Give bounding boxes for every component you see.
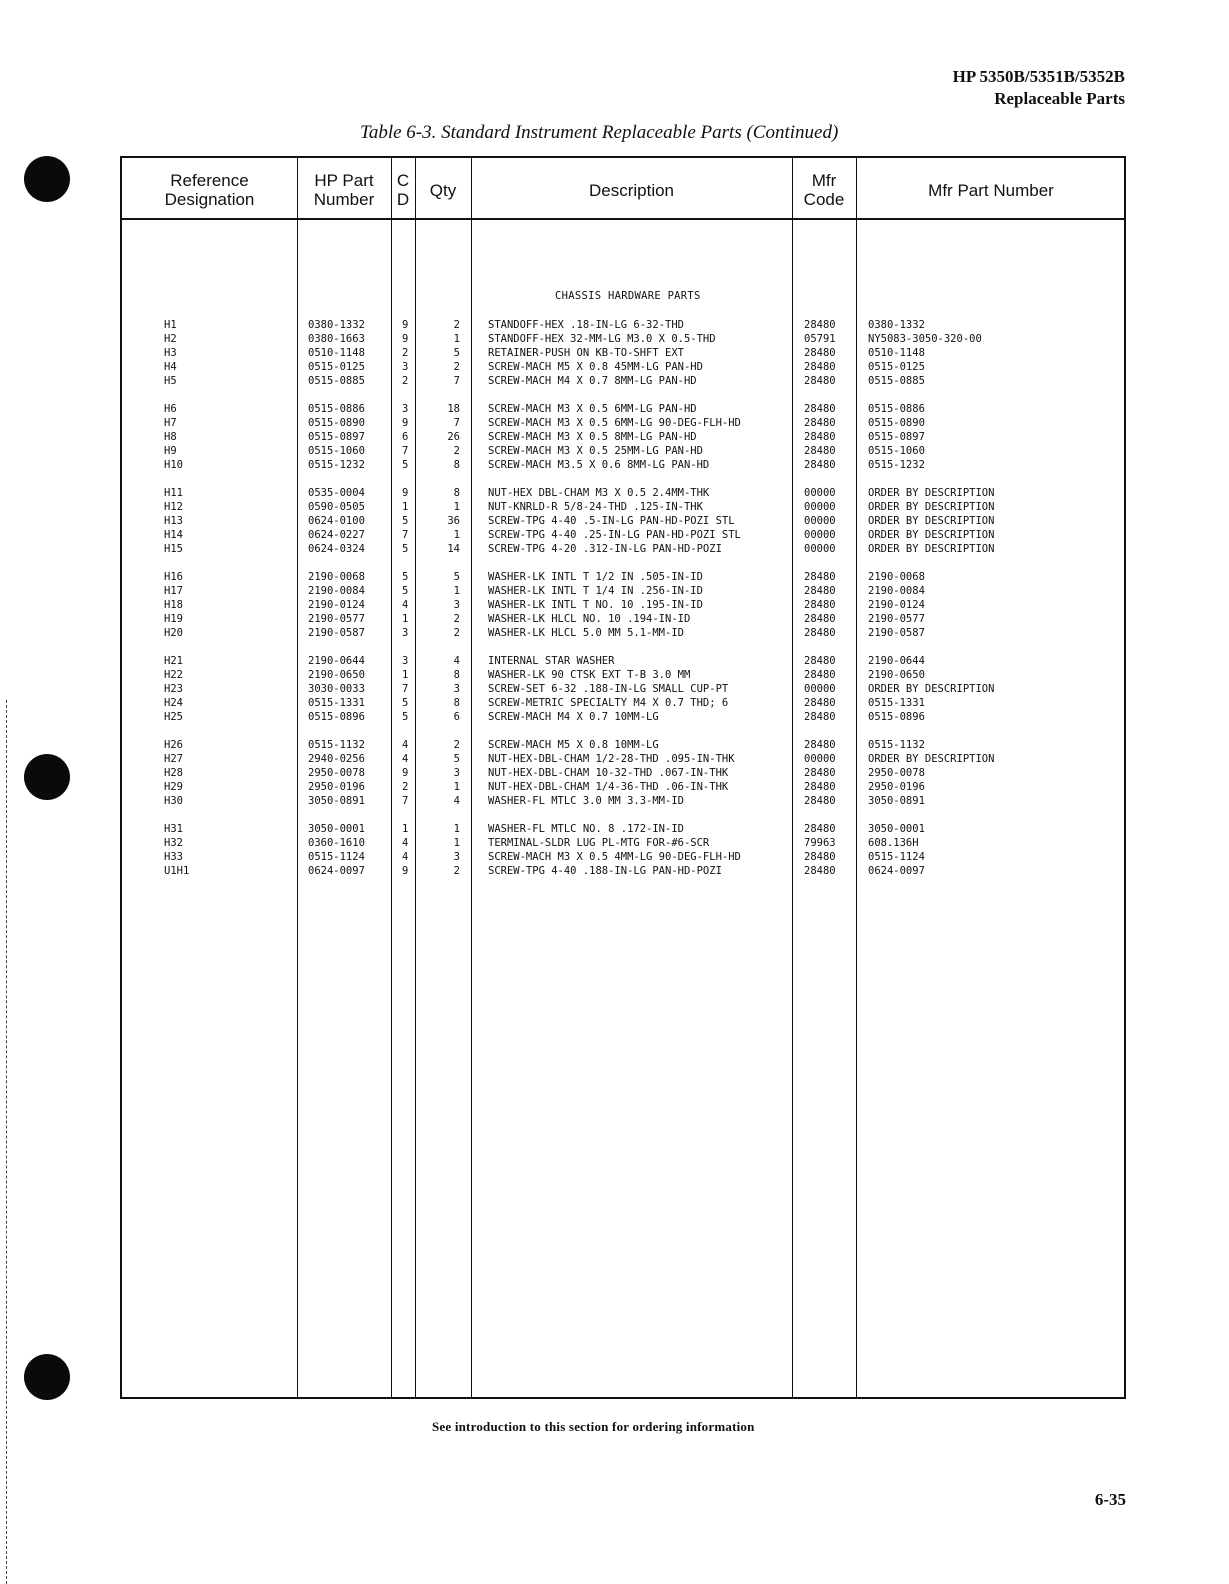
- cell-mfr-code: 00000: [804, 529, 836, 541]
- cell-cd: 4: [402, 851, 409, 863]
- cell-qty: 4: [453, 655, 460, 667]
- cell-reference: H30: [164, 795, 183, 807]
- cell-reference: H15: [164, 543, 183, 555]
- cell-mfr-code: 00000: [804, 487, 836, 499]
- cell-mfr-code: 28480: [804, 585, 836, 597]
- cell-qty: 2: [453, 865, 460, 877]
- running-header: [953, 66, 1125, 110]
- cell-cd: 9: [402, 319, 409, 331]
- table-row: [122, 332, 1124, 346]
- cell-qty: 5: [453, 571, 460, 583]
- cell-description: SCREW-TPG 4-40 .188-IN-LG PAN-HD-POZI: [488, 865, 722, 877]
- cell-description: NUT-HEX-DBL-CHAM 1/2-28-THD .095-IN-THK: [488, 753, 735, 765]
- cell-cd: 2: [402, 781, 409, 793]
- cell-description: SCREW-MACH M5 X 0.8 45MM-LG PAN-HD: [488, 361, 703, 373]
- cell-mfr-code: 00000: [804, 543, 836, 555]
- cell-reference: H32: [164, 837, 183, 849]
- cell-hp-part-number: 2950-0196: [308, 781, 365, 793]
- cell-description: STANDOFF-HEX 32-MM-LG M3.0 X 0.5-THD: [488, 333, 716, 345]
- cell-description: WASHER-LK INTL T 1/4 IN .256-IN-ID: [488, 585, 703, 597]
- cell-cd: 7: [402, 529, 409, 541]
- cell-qty: 5: [453, 753, 460, 765]
- cell-mfr-part-number: 0624-0097: [868, 865, 925, 877]
- cell-description: SCREW-MACH M3 X 0.5 25MM-LG PAN-HD: [488, 445, 703, 457]
- cell-reference: H8: [164, 431, 177, 443]
- cell-reference: H25: [164, 711, 183, 723]
- cell-hp-part-number: 0515-1124: [308, 851, 365, 863]
- cell-cd: 5: [402, 543, 409, 555]
- cell-description: SCREW-MACH M4 X 0.7 10MM-LG: [488, 711, 659, 723]
- col-header-cd: C D: [396, 171, 410, 209]
- cell-description: SCREW-METRIC SPECIALTY M4 X 0.7 THD; 6: [488, 697, 729, 709]
- cell-reference: H4: [164, 361, 177, 373]
- cell-mfr-code: 28480: [804, 669, 836, 681]
- table-row: [122, 766, 1124, 780]
- cell-description: SCREW-TPG 4-20 .312-IN-LG PAN-HD-POZI: [488, 543, 722, 555]
- cell-mfr-code: 00000: [804, 501, 836, 513]
- cell-hp-part-number: 2190-0084: [308, 585, 365, 597]
- cell-cd: 9: [402, 333, 409, 345]
- cell-hp-part-number: 0624-0324: [308, 543, 365, 555]
- cell-hp-part-number: 0360-1610: [308, 837, 365, 849]
- cell-cd: 3: [402, 361, 409, 373]
- cell-reference: H23: [164, 683, 183, 695]
- cell-mfr-part-number: ORDER BY DESCRIPTION: [868, 529, 995, 541]
- cell-mfr-part-number: NY5083-3050-320-00: [868, 333, 982, 345]
- cell-hp-part-number: 0515-0886: [308, 403, 365, 415]
- cell-mfr-code: 28480: [804, 347, 836, 359]
- cell-hp-part-number: 0515-0125: [308, 361, 365, 373]
- cell-cd: 5: [402, 459, 409, 471]
- cell-mfr-part-number: 2950-0196: [868, 781, 925, 793]
- cell-cd: 7: [402, 795, 409, 807]
- cell-cd: 9: [402, 417, 409, 429]
- cell-description: SCREW-MACH M3 X 0.5 6MM-LG PAN-HD: [488, 403, 697, 415]
- cell-qty: 1: [453, 823, 460, 835]
- table-row: [122, 654, 1124, 668]
- cell-mfr-code: 28480: [804, 697, 836, 709]
- cell-hp-part-number: 2190-0577: [308, 613, 365, 625]
- table-row: [122, 696, 1124, 710]
- header-model: HP 5350B/5351B/5352B: [952, 67, 1125, 86]
- cell-mfr-part-number: 0515-0896: [868, 711, 925, 723]
- cell-mfr-code: 05791: [804, 333, 836, 345]
- cell-description: INTERNAL STAR WASHER: [488, 655, 615, 667]
- cell-mfr-part-number: 0515-0890: [868, 417, 925, 429]
- cell-qty: 7: [453, 375, 460, 387]
- cell-mfr-part-number: ORDER BY DESCRIPTION: [868, 753, 995, 765]
- header-rule: [122, 218, 1124, 220]
- cell-description: NUT-HEX-DBL-CHAM 10-32-THD .067-IN-THK: [488, 767, 729, 779]
- table-row: [122, 374, 1124, 388]
- table-row: [122, 682, 1124, 696]
- cell-qty: 36: [447, 515, 460, 527]
- cell-mfr-part-number: 0515-0897: [868, 431, 925, 443]
- punch-hole-top: [24, 156, 70, 202]
- cell-description: WASHER-LK 90 CTSK EXT T-B 3.0 MM: [488, 669, 691, 681]
- footer-note: See introduction to this section for ordering information: [432, 1419, 755, 1434]
- cell-hp-part-number: 0515-0897: [308, 431, 365, 443]
- cell-qty: 2: [453, 319, 460, 331]
- table-row: [122, 500, 1124, 514]
- col-header-qty: Qty: [429, 180, 457, 200]
- cell-mfr-code: 28480: [804, 375, 836, 387]
- cell-mfr-part-number: 0515-1132: [868, 739, 925, 751]
- cell-reference: H31: [164, 823, 183, 835]
- cell-qty: 5: [453, 347, 460, 359]
- cell-qty: 2: [453, 361, 460, 373]
- cell-hp-part-number: 0515-1132: [308, 739, 365, 751]
- cell-cd: 3: [402, 655, 409, 667]
- cell-cd: 4: [402, 753, 409, 765]
- cell-mfr-code: 28480: [804, 627, 836, 639]
- cell-reference: H20: [164, 627, 183, 639]
- cell-hp-part-number: 0535-0004: [308, 487, 365, 499]
- table-row: [122, 668, 1124, 682]
- cell-mfr-code: 28480: [804, 613, 836, 625]
- table-row: [122, 416, 1124, 430]
- cell-cd: 9: [402, 487, 409, 499]
- cell-mfr-part-number: 2190-0650: [868, 669, 925, 681]
- cell-description: SCREW-TPG 4-40 .5-IN-LG PAN-HD-POZI STL: [488, 515, 735, 527]
- cell-cd: 5: [402, 571, 409, 583]
- table-row: [122, 598, 1124, 612]
- cell-mfr-code: 00000: [804, 515, 836, 527]
- table-row: [122, 360, 1124, 374]
- table-row: [122, 346, 1124, 360]
- table-row: [122, 752, 1124, 766]
- cell-mfr-code: 28480: [804, 655, 836, 667]
- cell-cd: 1: [402, 501, 409, 513]
- cell-mfr-part-number: 2190-0577: [868, 613, 925, 625]
- cell-reference: H26: [164, 739, 183, 751]
- punch-hole-bottom: [24, 1354, 70, 1400]
- cell-qty: 1: [453, 333, 460, 345]
- cell-mfr-part-number: ORDER BY DESCRIPTION: [868, 501, 995, 513]
- section-title: CHASSIS HARDWARE PARTS: [555, 290, 701, 302]
- cell-reference: H28: [164, 767, 183, 779]
- cell-description: WASHER-LK HLCL NO. 10 .194-IN-ID: [488, 613, 691, 625]
- cell-qty: 26: [447, 431, 460, 443]
- cell-hp-part-number: 0624-0100: [308, 515, 365, 527]
- cell-mfr-code: 00000: [804, 683, 836, 695]
- cell-hp-part-number: 2950-0078: [308, 767, 365, 779]
- cell-qty: 18: [447, 403, 460, 415]
- cell-qty: 2: [453, 445, 460, 457]
- cell-reference: H9: [164, 445, 177, 457]
- cell-hp-part-number: 2190-0587: [308, 627, 365, 639]
- cell-cd: 2: [402, 375, 409, 387]
- cell-mfr-code: 79963: [804, 837, 836, 849]
- cell-cd: 7: [402, 445, 409, 457]
- cell-mfr-code: 28480: [804, 571, 836, 583]
- cell-reference: H2: [164, 333, 177, 345]
- cell-reference: H11: [164, 487, 183, 499]
- cell-hp-part-number: 0590-0505: [308, 501, 365, 513]
- cell-reference: H33: [164, 851, 183, 863]
- table-row: [122, 570, 1124, 584]
- table-row: [122, 780, 1124, 794]
- cell-reference: H7: [164, 417, 177, 429]
- punch-hole-middle: [24, 754, 70, 800]
- cell-qty: 4: [453, 795, 460, 807]
- col-header-mfr-part-number: Mfr Part Number: [928, 180, 1054, 200]
- cell-reference: H5: [164, 375, 177, 387]
- cell-qty: 7: [453, 417, 460, 429]
- cell-description: NUT-HEX-DBL-CHAM 1/4-36-THD .06-IN-THK: [488, 781, 729, 793]
- cell-reference: H21: [164, 655, 183, 667]
- cell-qty: 2: [453, 613, 460, 625]
- table-row: [122, 528, 1124, 542]
- cell-hp-part-number: 2190-0068: [308, 571, 365, 583]
- cell-mfr-part-number: ORDER BY DESCRIPTION: [868, 543, 995, 555]
- cell-description: WASHER-LK HLCL 5.0 MM 5.1-MM-ID: [488, 627, 684, 639]
- cell-qty: 6: [453, 711, 460, 723]
- table-row: [122, 612, 1124, 626]
- table-row: [122, 626, 1124, 640]
- cell-reference: H6: [164, 403, 177, 415]
- cell-hp-part-number: 0515-1331: [308, 697, 365, 709]
- cell-hp-part-number: 0515-0885: [308, 375, 365, 387]
- cell-hp-part-number: 0624-0097: [308, 865, 365, 877]
- cell-reference: H29: [164, 781, 183, 793]
- table-row: [122, 864, 1124, 878]
- cell-description: WASHER-FL MTLC 3.0 MM 3.3-MM-ID: [488, 795, 684, 807]
- cell-reference: H12: [164, 501, 183, 513]
- cell-mfr-code: 28480: [804, 767, 836, 779]
- cell-description: SCREW-MACH M3 X 0.5 4MM-LG 90-DEG-FLH-HD: [488, 851, 741, 863]
- cell-qty: 8: [453, 459, 460, 471]
- cell-description: RETAINER-PUSH ON KB-TO-SHFT EXT: [488, 347, 684, 359]
- col-header-mfr-code: Mfr Code: [803, 171, 845, 209]
- cell-mfr-code: 28480: [804, 711, 836, 723]
- cell-description: TERMINAL-SLDR LUG PL-MTG FOR-#6-SCR: [488, 837, 710, 849]
- cell-mfr-part-number: 2190-0644: [868, 655, 925, 667]
- cell-mfr-code: 28480: [804, 865, 836, 877]
- cell-mfr-code: 28480: [804, 459, 836, 471]
- cell-reference: H22: [164, 669, 183, 681]
- cell-mfr-code: 28480: [804, 851, 836, 863]
- cell-description: STANDOFF-HEX .18-IN-LG 6-32-THD: [488, 319, 684, 331]
- cell-qty: 2: [453, 739, 460, 751]
- cell-description: NUT-KNRLD-R 5/8-24-THD .125-IN-THK: [488, 501, 703, 513]
- cell-hp-part-number: 2190-0650: [308, 669, 365, 681]
- page-number: 6-35: [1094, 1490, 1126, 1509]
- cell-qty: 1: [453, 781, 460, 793]
- cell-description: SCREW-MACH M3.5 X 0.6 8MM-LG PAN-HD: [488, 459, 710, 471]
- cell-mfr-part-number: 0510-1148: [868, 347, 925, 359]
- cell-qty: 8: [453, 669, 460, 681]
- table-row: [122, 318, 1124, 332]
- cell-mfr-part-number: ORDER BY DESCRIPTION: [868, 683, 995, 695]
- col-header-hp-part-number: HP Part Number: [313, 171, 375, 209]
- cell-reference: H18: [164, 599, 183, 611]
- cell-qty: 14: [447, 543, 460, 555]
- parts-table: [120, 156, 1126, 1399]
- cell-hp-part-number: 0380-1332: [308, 319, 365, 331]
- cell-qty: 8: [453, 487, 460, 499]
- cell-description: SCREW-MACH M3 X 0.5 8MM-LG PAN-HD: [488, 431, 697, 443]
- cell-description: SCREW-MACH M5 X 0.8 10MM-LG: [488, 739, 659, 751]
- cell-cd: 7: [402, 683, 409, 695]
- table-row: [122, 822, 1124, 836]
- cell-mfr-part-number: 0515-0125: [868, 361, 925, 373]
- cell-reference: H3: [164, 347, 177, 359]
- cell-cd: 3: [402, 403, 409, 415]
- cell-reference: H10: [164, 459, 183, 471]
- cell-hp-part-number: 3050-0891: [308, 795, 365, 807]
- cell-mfr-code: 28480: [804, 739, 836, 751]
- cell-reference: H27: [164, 753, 183, 765]
- cell-mfr-part-number: 0515-1124: [868, 851, 925, 863]
- cell-mfr-part-number: 2190-0587: [868, 627, 925, 639]
- cell-hp-part-number: 3030-0033: [308, 683, 365, 695]
- table-row: [122, 850, 1124, 864]
- cell-mfr-part-number: 0515-1232: [868, 459, 925, 471]
- cell-hp-part-number: 0515-1060: [308, 445, 365, 457]
- cell-mfr-part-number: 0515-1060: [868, 445, 925, 457]
- cell-hp-part-number: 2940-0256: [308, 753, 365, 765]
- cell-cd: 6: [402, 431, 409, 443]
- cell-hp-part-number: 0515-1232: [308, 459, 365, 471]
- cell-reference: H17: [164, 585, 183, 597]
- cell-hp-part-number: 3050-0001: [308, 823, 365, 835]
- cell-mfr-part-number: 2190-0124: [868, 599, 925, 611]
- table-row: [122, 430, 1124, 444]
- cell-qty: 1: [453, 501, 460, 513]
- cell-mfr-part-number: 2190-0084: [868, 585, 925, 597]
- header-section: Replaceable Parts: [994, 89, 1125, 108]
- table-row: [122, 584, 1124, 598]
- cell-hp-part-number: 0515-0896: [308, 711, 365, 723]
- cell-mfr-code: 28480: [804, 319, 836, 331]
- cell-description: NUT-HEX DBL-CHAM M3 X 0.5 2.4MM-THK: [488, 487, 710, 499]
- cell-mfr-part-number: 0515-0886: [868, 403, 925, 415]
- table-row: [122, 542, 1124, 556]
- cell-mfr-part-number: 0380-1332: [868, 319, 925, 331]
- cell-description: SCREW-MACH M3 X 0.5 6MM-LG 90-DEG-FLH-HD: [488, 417, 741, 429]
- cell-cd: 5: [402, 711, 409, 723]
- cell-reference: H13: [164, 515, 183, 527]
- cell-cd: 3: [402, 627, 409, 639]
- cell-mfr-code: 28480: [804, 781, 836, 793]
- cell-reference: H14: [164, 529, 183, 541]
- cell-cd: 1: [402, 823, 409, 835]
- cell-hp-part-number: 2190-0644: [308, 655, 365, 667]
- cell-cd: 5: [402, 585, 409, 597]
- table-row: [122, 458, 1124, 472]
- table-row: [122, 486, 1124, 500]
- cell-cd: 1: [402, 669, 409, 681]
- cell-reference: H24: [164, 697, 183, 709]
- cell-description: SCREW-SET 6-32 .188-IN-LG SMALL CUP-PT: [488, 683, 729, 695]
- cell-cd: 5: [402, 515, 409, 527]
- cell-mfr-part-number: 2950-0078: [868, 767, 925, 779]
- cell-qty: 3: [453, 683, 460, 695]
- cell-description: SCREW-MACH M4 X 0.7 8MM-LG PAN-HD: [488, 375, 697, 387]
- cell-reference: U1H1: [164, 865, 190, 877]
- cell-mfr-part-number: 3050-0891: [868, 795, 925, 807]
- cell-hp-part-number: 0515-0890: [308, 417, 365, 429]
- cell-mfr-part-number: 608.136H: [868, 837, 919, 849]
- cell-mfr-code: 28480: [804, 445, 836, 457]
- cell-cd: 5: [402, 697, 409, 709]
- cell-hp-part-number: 2190-0124: [308, 599, 365, 611]
- cell-cd: 4: [402, 739, 409, 751]
- cell-qty: 1: [453, 585, 460, 597]
- cell-qty: 3: [453, 599, 460, 611]
- cell-qty: 2: [453, 627, 460, 639]
- cell-mfr-part-number: ORDER BY DESCRIPTION: [868, 515, 995, 527]
- cell-mfr-part-number: 3050-0001: [868, 823, 925, 835]
- cell-qty: 1: [453, 529, 460, 541]
- cell-mfr-code: 28480: [804, 361, 836, 373]
- cell-mfr-code: 28480: [804, 431, 836, 443]
- cell-description: WASHER-LK INTL T 1/2 IN .505-IN-ID: [488, 571, 703, 583]
- cell-reference: H19: [164, 613, 183, 625]
- cell-qty: 1: [453, 837, 460, 849]
- scan-margin-edge: [6, 700, 8, 1584]
- cell-cd: 4: [402, 837, 409, 849]
- cell-qty: 8: [453, 697, 460, 709]
- cell-qty: 3: [453, 767, 460, 779]
- table-row: [122, 794, 1124, 808]
- cell-mfr-code: 28480: [804, 795, 836, 807]
- cell-cd: 9: [402, 865, 409, 877]
- cell-mfr-code: 28480: [804, 823, 836, 835]
- cell-reference: H1: [164, 319, 177, 331]
- table-caption: Table 6-3. Standard Instrument Replaceable Parts (Continued): [360, 122, 839, 143]
- table-row: [122, 836, 1124, 850]
- cell-reference: H16: [164, 571, 183, 583]
- cell-mfr-part-number: 0515-0885: [868, 375, 925, 387]
- table-row: [122, 710, 1124, 724]
- cell-description: WASHER-FL MTLC NO. 8 .172-IN-ID: [488, 823, 684, 835]
- table-row: [122, 402, 1124, 416]
- col-header-description: Description: [588, 180, 675, 200]
- cell-qty: 3: [453, 851, 460, 863]
- cell-mfr-code: 28480: [804, 599, 836, 611]
- cell-mfr-code: 28480: [804, 403, 836, 415]
- cell-mfr-part-number: ORDER BY DESCRIPTION: [868, 487, 995, 499]
- table-row: [122, 514, 1124, 528]
- cell-mfr-code: 28480: [804, 417, 836, 429]
- cell-mfr-part-number: 2190-0068: [868, 571, 925, 583]
- cell-cd: 2: [402, 347, 409, 359]
- col-header-reference-designation: Reference Designation: [164, 171, 255, 209]
- cell-hp-part-number: 0624-0227: [308, 529, 365, 541]
- cell-cd: 1: [402, 613, 409, 625]
- cell-cd: 4: [402, 599, 409, 611]
- table-row: [122, 738, 1124, 752]
- cell-mfr-code: 00000: [804, 753, 836, 765]
- table-row: [122, 444, 1124, 458]
- cell-hp-part-number: 0380-1663: [308, 333, 365, 345]
- cell-hp-part-number: 0510-1148: [308, 347, 365, 359]
- cell-mfr-part-number: 0515-1331: [868, 697, 925, 709]
- cell-description: WASHER-LK INTL T NO. 10 .195-IN-ID: [488, 599, 703, 611]
- cell-cd: 9: [402, 767, 409, 779]
- cell-description: SCREW-TPG 4-40 .25-IN-LG PAN-HD-POZI STL: [488, 529, 741, 541]
